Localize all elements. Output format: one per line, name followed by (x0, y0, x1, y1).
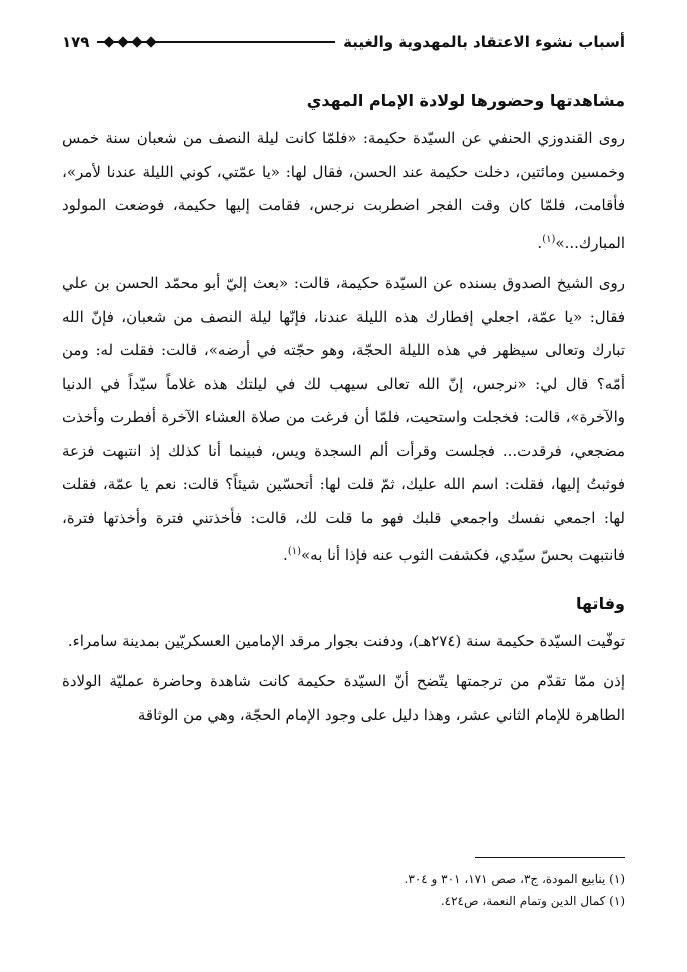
running-header (62, 30, 625, 54)
paragraph: روى القندوزي الحنفي عن السيّدة حكيمة: «فلمّا كانت ليلة النصف من شعبان سنة خمس وخمسين ومائتين، دخلت حكيمة عند الحسن، فقال لها: «يا عمّتي، كوني الليلة عندنا لأمر»، فأقامت، فلمّا كان وقت الفجر اضطربت نرجس، فقامت إليها حكيمة، فوضعت المولود المبارك...»$^{(١)}$. (62, 129, 625, 252)
section-heading-witness: مشاهدتها وحضورها لولادة الإمام المهدي (306, 91, 625, 110)
footnote-separator (475, 857, 625, 858)
paragraph: توفّيت السيّدة حكيمة سنة (٢٧٤هـ)، ودفنت بجوار مرقد الإمامين العسكريّين بمدينة سامراء. (67, 631, 625, 650)
ornament-diamond-icon (104, 36, 115, 47)
paragraph: إذن ممّا تقدّم من ترجمتها يتّضح أنّ السيّدة حكيمة كانت شاهدة وحاضرة عمليّة الولادة الطاهرة للإمام الثاني عشر، وهذا دليل على وجود الإمام الحجّة، وهي من الوثاقة (62, 672, 625, 724)
footnote: (١) كمال الدين وتمام النعمة، ص٤٢٤. (440, 894, 625, 908)
footnotes (62, 868, 625, 912)
main-text (62, 84, 625, 739)
header-ornament-rule (97, 41, 335, 43)
paragraph: روى الشيخ الصدوق بسنده عن السيّدة حكيمة، قالت: «بعث إليّ أبو محمّد الحسن بن علي فقال: «يا عمّة، اجعلي إفطارك هذه الليلة عندنا، فإنّها ليلة النصف من شعبان، فإنّ الله تبارك وتعالى سيظهر في هذه الليلة الحجّة، وهو حجّته في أرضه»، قالت: فقلت له: ومن أمّه؟ قال لي: «نرجس، إنّ الله تعالى سيهب لك في ليلتك هذه غلاماً سيّداً في الدنيا والآخرة»، قالت: فخجلت واستحيت، فلمّا أن فرغت من صلاة العشاء الآخرة أفطرت وأخذت مضجعي، فرقدت... فجلست وقرأت ألم السجدة ويس، فبينما أنا كذلك إذ انتبهت فزعة فوثبتُ إليها، فقلت: اسم الله عليك، ثمّ قلت لها: أتحسّين شيئاً؟ قالت: نعم يا عمّة، فقلت لها: اجمعي نفسك واجمعي قلبك فهو ما قلت لك، قالت: فأخذتني فترة وأخذتها فترة، فانتبهت بحسّ سيّدي، فكشفت الثوب عنه فإذا أنا به»$^{(١)}$. (62, 274, 625, 564)
running-header-title: أسباب نشوء الاعتقاد بالمهدوية والغيبة (343, 33, 625, 51)
footnote-marker: (١) (287, 546, 301, 557)
ornament-diamond-icon (132, 36, 143, 47)
page-number: ١٧٩ (62, 33, 90, 51)
ornament-diamond-icon (118, 36, 129, 47)
ornament-diamond-icon (146, 36, 157, 47)
footnote-marker: (١) (542, 233, 556, 245)
footnote: (١) ينابيع المودة، ج٣، صص ١٧١، ٣٠١ و ٣٠٤. (404, 872, 625, 886)
section-heading-death: وفاتها (575, 593, 625, 613)
